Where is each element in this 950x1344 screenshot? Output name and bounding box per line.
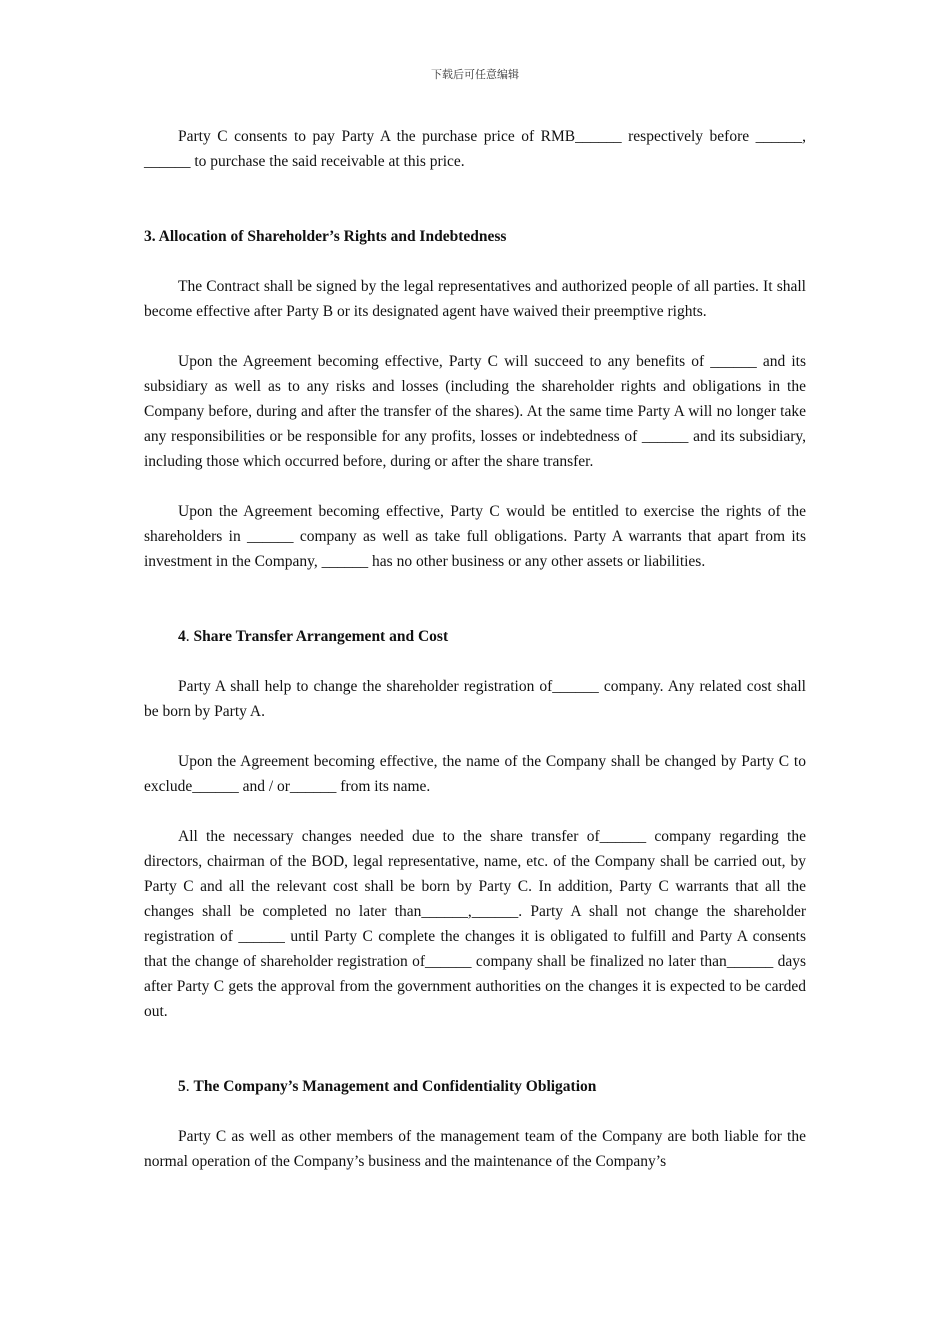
- paragraph-management-liability: Party C as well as other members of the management team of the Company are both liable for the normal operation of the Company’s business and the maintenance of the Company’s: [144, 1128, 806, 1170]
- section-heading-3: 3. Allocation of Shareholder’s Rights and Indebtedness: [144, 228, 507, 245]
- page-header: 下载后可任意编辑: [431, 68, 519, 81]
- paragraph-necessary-changes: All the necessary changes needed due to the share transfer of______ company regarding the directors, chairman of the BOD, legal representative, name, etc. of the Company shall be carried out, by Party C and all the relevant cost shall be born by Party C. In addition, Party C warrants that all the changes shall be completed no later than______,______. Party A shall not change the shareholder registration of ______ until Party C complete the changes it is obligated to fulfill and Party A consents that the change of shareholder registration of______ company shall be finalized no later than______ days after Party C gets the approval from the government authorities on the changes it is expected to be carded out.: [144, 828, 806, 1020]
- section-heading-5: 5. The Company’s Management and Confidentiality Obligation: [178, 1078, 597, 1095]
- paragraph-purchase-price: Party C consents to pay Party A the purchase price of RMB______ respectively before ______, ______ to purchase the said receivable at this price.: [144, 128, 806, 170]
- paragraph-contract-signing: The Contract shall be signed by the legal representatives and authorized people of all parties. It shall become effective after Party B or its designated agent have waived their preemptive rights.: [144, 278, 806, 320]
- paragraph-benefits-risks: Upon the Agreement becoming effective, Party C will succeed to any benefits of ______ and its subsidiary as well as to any risks and losses (including the shareholder rights and obligations in the Company before, during and after the transfer of the shares). At the same time Party A will no longer take any responsibilities or be responsible for any profits, losses or indebtedness of ______ and its subsidiary, including those which occurred before, during or after the share transfer.: [144, 353, 806, 470]
- section-title: Share Transfer Arrangement and Cost: [193, 628, 449, 645]
- document-body: [144, 124, 806, 1174]
- section-number: 4: [178, 628, 186, 645]
- paragraph-shareholder-rights: Upon the Agreement becoming effective, Party C would be entitled to exercise the rights of the shareholders in ______ company as well as take full obligations. Party A warrants that apart from its investment in the Company, ______ has no other business or any other assets or liabilities.: [144, 503, 806, 570]
- section-heading-4: 4. Share Transfer Arrangement and Cost: [178, 628, 449, 645]
- paragraph-company-name: Upon the Agreement becoming effective, the name of the Company shall be changed by Party C to exclude______ and / or______ from its name.: [144, 753, 806, 795]
- section-title: The Company’s Management and Confidentiality Obligation: [193, 1078, 597, 1095]
- section-number: 5: [178, 1078, 186, 1095]
- paragraph-registration-change: Party A shall help to change the shareholder registration of______ company. Any related cost shall be born by Party A.: [144, 678, 806, 720]
